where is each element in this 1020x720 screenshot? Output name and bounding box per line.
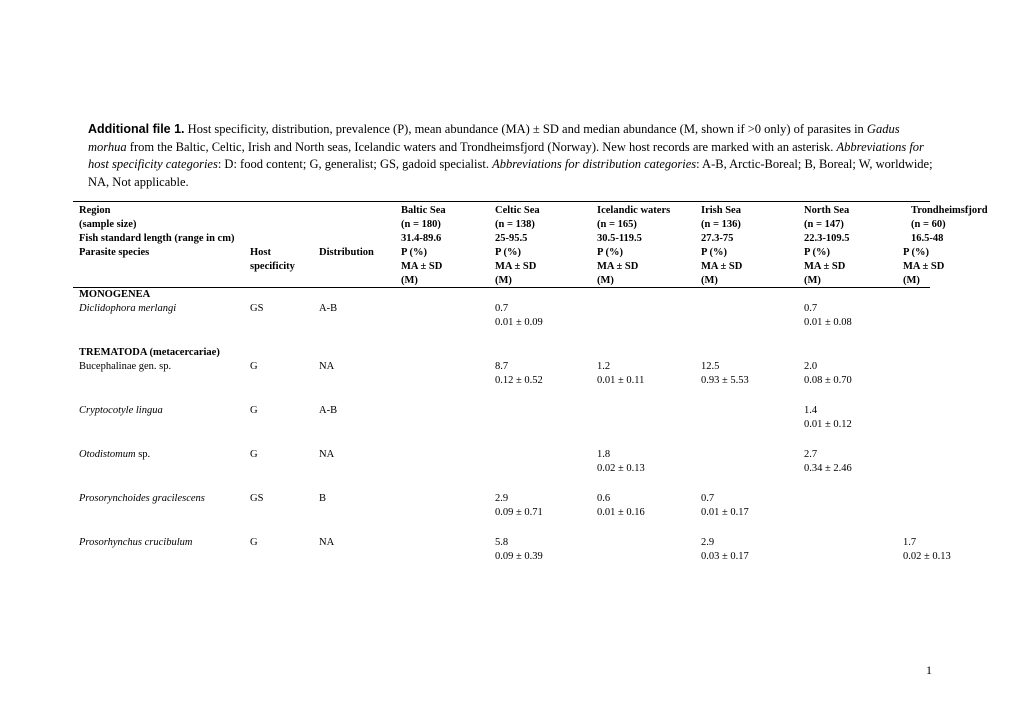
abundance-cell xyxy=(401,374,495,388)
species-name: Bucephalinae gen. sp. xyxy=(79,361,172,372)
header-row-ma xyxy=(79,260,1003,274)
prevalence-cell: 8.7 xyxy=(495,361,509,372)
table-row xyxy=(79,492,1003,506)
abundance-cell: 0.09 ± 0.39 xyxy=(495,551,543,562)
prevalence-cell: 1.8 xyxy=(597,449,611,460)
header-region-n: (n = 180) xyxy=(401,219,441,230)
prevalence-cell xyxy=(903,492,1003,506)
header-m: (M) xyxy=(495,275,512,286)
table-row xyxy=(79,360,1003,374)
header-fish-length: Fish standard length (range in cm) xyxy=(79,233,235,244)
host-specificity-cell: GS xyxy=(250,493,264,504)
species-name: Diclidophora merlangi xyxy=(79,303,177,314)
abundance-cell xyxy=(401,418,495,432)
abundance-cell xyxy=(495,418,597,432)
abundance-cell xyxy=(401,506,495,520)
abundance-cell xyxy=(903,418,1003,432)
table-row xyxy=(79,302,1003,316)
abundance-cell: 0.01 ± 0.12 xyxy=(804,419,852,430)
host-specificity-cell: G xyxy=(250,537,258,548)
header-region-name: Irish Sea xyxy=(701,205,741,216)
row-spacer xyxy=(79,432,1003,448)
host-specificity-cell: G xyxy=(250,449,258,460)
header-ma: MA ± SD xyxy=(701,261,743,272)
species-name: Prosorynchoides gracilescens xyxy=(79,493,205,504)
species-name: Prosorhynchus crucibulum xyxy=(79,537,193,548)
prevalence-cell: 0.7 xyxy=(804,303,818,314)
prevalence-cell xyxy=(903,448,1003,462)
prevalence-cell xyxy=(401,536,495,550)
header-p: P (%) xyxy=(495,247,521,258)
caption-species: Gadus morhua xyxy=(88,122,900,154)
table-caption xyxy=(88,121,938,191)
abundance-cell xyxy=(597,550,701,564)
header-region-length: 25-95.5 xyxy=(495,233,528,244)
prevalence-cell xyxy=(401,448,495,462)
header-region: Region xyxy=(79,205,111,216)
abundance-cell: 0.01 ± 0.16 xyxy=(597,507,645,518)
prevalence-cell xyxy=(597,536,701,550)
header-row-columns xyxy=(79,246,1003,260)
abundance-cell xyxy=(903,462,1003,476)
header-m: (M) xyxy=(401,275,418,286)
header-region-n: (n = 165) xyxy=(597,219,637,230)
abundance-cell: 0.09 ± 0.71 xyxy=(495,507,543,518)
distribution-cell: NA xyxy=(319,449,335,460)
prevalence-cell: 1.4 xyxy=(804,405,818,416)
species-suffix: sp. xyxy=(135,449,151,460)
distribution-cell: NA xyxy=(319,361,335,372)
host-specificity-cell: GS xyxy=(250,303,264,314)
species-cell xyxy=(79,448,250,462)
header-region-name: Trondheimsfjord xyxy=(911,205,988,216)
abundance-cell: 0.02 ± 0.13 xyxy=(597,463,645,474)
prevalence-cell xyxy=(804,536,903,550)
header-region-length: 27.3-75 xyxy=(701,233,734,244)
abundance-cell xyxy=(701,316,804,330)
abundance-cell xyxy=(903,316,1003,330)
prevalence-cell xyxy=(701,404,804,418)
header-region-n: (n = 147) xyxy=(804,219,844,230)
header-sample-size: (sample size) xyxy=(79,219,137,230)
table-row-abundance xyxy=(79,462,1003,476)
prevalence-cell: 2.0 xyxy=(804,361,818,372)
header-ma: MA ± SD xyxy=(804,261,846,272)
caption-abbr-host-label: Abbreviations for host specificity categories xyxy=(88,139,924,171)
abundance-cell xyxy=(495,462,597,476)
abundance-cell xyxy=(401,550,495,564)
abundance-cell xyxy=(701,418,804,432)
prevalence-cell xyxy=(903,360,1003,374)
caption-text-a: Host specificity, distribution, prevalence (P), mean abundance (MA) ± SD and median abundance (M, shown if >0 only) of parasites in xyxy=(184,122,867,136)
abundance-cell xyxy=(701,462,804,476)
group-title: TREMATODA (metacercariae) xyxy=(79,347,220,358)
header-row-region xyxy=(79,204,1003,218)
host-specificity-cell: G xyxy=(250,361,258,372)
header-m: (M) xyxy=(701,275,718,286)
abundance-cell: 0.01 ± 0.11 xyxy=(597,375,645,386)
header-parasite-species: Parasite species xyxy=(79,247,150,258)
prevalence-cell xyxy=(903,404,1003,418)
caption-abbr-dist-label: Abbreviations for distribution categories xyxy=(492,157,697,171)
caption-abbr-dist-text: : A-B, Arctic-Boreal; B, Boreal; W, worldwide; NA, Not applicable. xyxy=(88,157,933,189)
prevalence-cell xyxy=(401,360,495,374)
distribution-cell: A-B xyxy=(319,303,338,314)
abundance-cell xyxy=(903,374,1003,388)
prevalence-cell xyxy=(495,448,597,462)
distribution-cell: A-B xyxy=(319,405,338,416)
header-region-length: 31.4-89.6 xyxy=(401,233,442,244)
table-row xyxy=(79,448,1003,462)
header-region-length: 16.5-48 xyxy=(911,233,944,244)
header-p: P (%) xyxy=(701,247,727,258)
header-ma: MA ± SD xyxy=(495,261,537,272)
prevalence-cell: 1.7 xyxy=(903,537,917,548)
row-spacer xyxy=(79,520,1003,536)
prevalence-cell: 12.5 xyxy=(701,361,720,372)
header-region-name: Icelandic waters xyxy=(597,205,671,216)
header-specificity: specificity xyxy=(250,261,295,272)
table-row-abundance xyxy=(79,374,1003,388)
group-title-row xyxy=(79,346,1003,360)
group-title: MONOGENEA xyxy=(79,289,151,300)
abundance-cell xyxy=(804,506,903,520)
header-region-name: Baltic Sea xyxy=(401,205,446,216)
group-spacer xyxy=(79,330,1003,346)
header-row-sample-size xyxy=(79,218,1003,232)
prevalence-cell xyxy=(903,302,1003,316)
header-p: P (%) xyxy=(804,247,830,258)
table-row-abundance xyxy=(79,418,1003,432)
host-specificity-cell: G xyxy=(250,405,258,416)
header-row-m xyxy=(79,274,1003,288)
prevalence-cell xyxy=(401,492,495,506)
distribution-cell: NA xyxy=(319,537,335,548)
prevalence-cell: 0.6 xyxy=(597,493,611,504)
header-region-n: (n = 136) xyxy=(701,219,741,230)
abundance-cell: 0.34 ± 2.46 xyxy=(804,463,852,474)
table-row-abundance xyxy=(79,316,1003,330)
abundance-cell xyxy=(401,462,495,476)
header-p: P (%) xyxy=(903,247,929,258)
prevalence-cell: 2.7 xyxy=(804,449,818,460)
abundance-cell: 0.01 ± 0.08 xyxy=(804,317,852,328)
abundance-cell xyxy=(804,550,903,564)
header-m: (M) xyxy=(597,275,614,286)
abundance-cell: 0.02 ± 0.13 xyxy=(903,551,951,562)
table-row-abundance xyxy=(79,506,1003,520)
header-p: P (%) xyxy=(401,247,427,258)
caption-label: Additional file 1. xyxy=(88,122,185,136)
species-cell xyxy=(79,404,250,418)
header-ma: MA ± SD xyxy=(401,261,443,272)
header-ma: MA ± SD xyxy=(597,261,639,272)
header-distribution: Distribution xyxy=(319,247,374,258)
prevalence-cell xyxy=(701,448,804,462)
group-title-row xyxy=(79,288,1003,302)
header-region-name: Celtic Sea xyxy=(495,205,540,216)
table-top-rule xyxy=(73,201,930,202)
table-body xyxy=(79,288,1003,564)
abundance-cell: 0.01 ± 0.09 xyxy=(495,317,543,328)
species-name: Otodistomum xyxy=(79,449,136,460)
header-region-name: North Sea xyxy=(804,205,850,216)
table-header xyxy=(79,204,1003,288)
prevalence-cell xyxy=(701,302,804,316)
row-spacer xyxy=(79,476,1003,492)
caption-text-b: from the Baltic, Celtic, Irish and North seas, Icelandic waters and Trondheimsfjord (Norway). New host records are marked with an asterisk. xyxy=(126,139,837,154)
species-cell xyxy=(79,536,250,550)
abundance-cell: 0.01 ± 0.17 xyxy=(701,507,749,518)
abundance-cell xyxy=(903,506,1003,520)
header-region-length: 30.5-119.5 xyxy=(597,233,642,244)
species-name: Cryptocotyle lingua xyxy=(79,405,163,416)
header-ma: MA ± SD xyxy=(903,261,945,272)
header-region-length: 22.3-109.5 xyxy=(804,233,850,244)
prevalence-cell: 2.9 xyxy=(701,537,715,548)
row-spacer xyxy=(79,388,1003,404)
prevalence-cell xyxy=(804,492,903,506)
prevalence-cell xyxy=(597,404,701,418)
prevalence-cell: 0.7 xyxy=(701,493,715,504)
header-region-n: (n = 60) xyxy=(911,219,946,230)
species-cell xyxy=(79,492,250,506)
table-row xyxy=(79,536,1003,550)
prevalence-cell xyxy=(597,302,701,316)
abundance-cell: 0.93 ± 5.53 xyxy=(701,375,749,386)
abundance-cell: 0.12 ± 0.52 xyxy=(495,375,543,386)
abundance-cell: 0.08 ± 0.70 xyxy=(804,375,852,386)
table-row xyxy=(79,404,1003,418)
header-row-fish-length xyxy=(79,232,1003,246)
prevalence-cell: 0.7 xyxy=(495,303,509,314)
species-cell xyxy=(79,360,250,374)
prevalence-cell xyxy=(401,302,495,316)
parasite-table xyxy=(79,204,1003,564)
page-number: 1 xyxy=(926,663,932,677)
prevalence-cell xyxy=(495,404,597,418)
abundance-cell xyxy=(401,316,495,330)
prevalence-cell: 2.9 xyxy=(495,493,509,504)
header-m: (M) xyxy=(903,275,920,286)
abundance-cell xyxy=(597,316,701,330)
header-host: Host xyxy=(250,247,271,258)
prevalence-cell: 1.2 xyxy=(597,361,611,372)
table-row-abundance xyxy=(79,550,1003,564)
abundance-cell xyxy=(597,418,701,432)
header-m: (M) xyxy=(804,275,821,286)
header-p: P (%) xyxy=(597,247,623,258)
species-cell xyxy=(79,302,250,316)
caption-abbr-host-text: : D: food content; G, generalist; GS, gadoid specialist. xyxy=(217,157,493,171)
header-region-n: (n = 138) xyxy=(495,219,535,230)
prevalence-cell xyxy=(401,404,495,418)
distribution-cell: B xyxy=(319,493,327,504)
abundance-cell: 0.03 ± 0.17 xyxy=(701,551,749,562)
prevalence-cell: 5.8 xyxy=(495,537,509,548)
